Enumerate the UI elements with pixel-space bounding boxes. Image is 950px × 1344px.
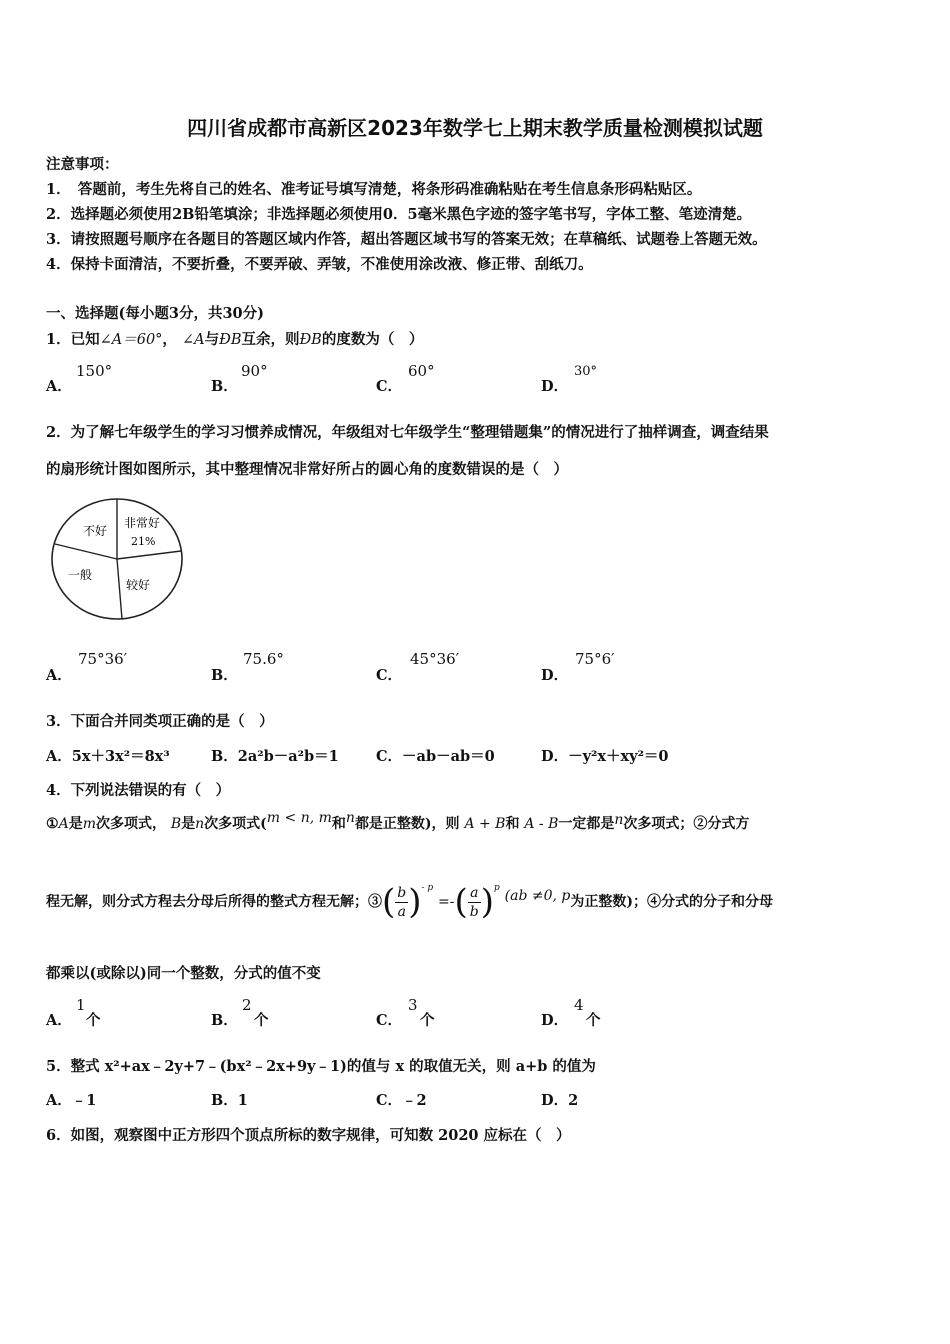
q4-option-a-unit: 个	[86, 1012, 101, 1029]
q4-var-n3: n	[614, 812, 624, 828]
q2-option-c-label: C．	[376, 667, 403, 684]
q4-paren-right-2: )	[480, 882, 495, 922]
q2-option-d-value: 75°6′	[575, 650, 615, 668]
q4-option-c-value: 3	[408, 996, 418, 1014]
q1-pre: 1．已知	[46, 331, 100, 348]
notice-item-4: 4．保持卡面清洁，不要折叠，不要弄破、弄皱，不准使用涂改液、修正带、刮纸刀。	[46, 256, 593, 273]
notice-item-2: 2．选择题必须使用2B铅笔填涂；非选择题必须使用0．5毫米黑色字迹的签字笔书写，字体工整、笔迹清楚。	[46, 206, 752, 223]
pie-chart	[50, 495, 190, 627]
q1-option-c-value: 60°	[408, 362, 435, 380]
q4-text-dou: 都是正整数)，则	[354, 816, 460, 832]
q4-frac2-den: b	[469, 903, 479, 920]
q3-option-d	[541, 745, 669, 766]
q4-text-shi: 是	[68, 816, 83, 832]
pie-label-pct: 21%	[131, 535, 156, 548]
question-1-stem	[46, 328, 423, 349]
q4-text-he: 和	[331, 816, 346, 832]
q1-angle-b2: ÐB	[299, 332, 322, 348]
q1-option-a-label: A．	[46, 378, 72, 395]
q5-option-c-value: ﹣2	[402, 1092, 427, 1109]
q4-line2-text: 程无解，则分式方程去分母后所得的整式方程无解；③	[46, 894, 382, 910]
q3-option-a	[46, 745, 170, 766]
q4-text-ci2: 次多项式(	[204, 816, 267, 832]
q1-option-b-label: B．	[211, 378, 238, 395]
q4-sum: A + B	[464, 816, 506, 832]
notice-item-3: 3．请按照题号顺序在各题目的答题区域内作答，超出答题区域书写的答案无效；在草稿纸、试题卷上答题无效。	[46, 231, 767, 248]
pie-label-feichanghao: 非常好	[124, 516, 161, 530]
q4-paren-left-1: (	[382, 882, 396, 922]
q3-option-c	[376, 745, 495, 766]
q4-cond-mn: m < n, m	[266, 810, 332, 826]
pie-label-yiban: 一般	[68, 568, 93, 582]
q5-option-d-value: 2	[568, 1092, 579, 1109]
pie-label-buhao: 不好	[83, 524, 108, 538]
q4-var-b: B	[170, 816, 182, 832]
q1-mid3: 互余，则	[241, 331, 300, 348]
q5-option-c	[376, 1089, 427, 1110]
q5-option-d-label: D．	[541, 1092, 569, 1109]
q3-option-b-label: B．	[211, 748, 238, 765]
q5-option-b	[211, 1089, 248, 1110]
q4-text-ci: 次多项式，	[95, 816, 166, 832]
q4-line2-end: 为正整数)；④分式的分子和分母	[570, 894, 774, 910]
q4-frac2-num: a	[468, 884, 481, 903]
q1-mid: ，	[162, 331, 177, 348]
q3-option-c-label: C．	[376, 748, 403, 765]
q1-post: 的度数为（ ）	[321, 331, 424, 348]
q2-option-a-label: A．	[46, 667, 72, 684]
q2-option-b-label: B．	[211, 667, 238, 684]
pie-divider-right	[117, 551, 181, 559]
q4-option-b-unit: 个	[254, 1012, 269, 1029]
q4-text-shi2: 是	[181, 816, 196, 832]
q3-option-d-value: －y²x＋xy²＝0	[568, 748, 669, 765]
question-3-stem: 3．下面合并同类项正确的是（ ）	[46, 713, 274, 730]
question-5-stem: 5．整式 x²+ax﹣2y+7﹣(bx²﹣2x+9y﹣1)的值与 x 的取值无关，则 a+b 的值为	[46, 1058, 596, 1075]
q4-text-he2: 和	[505, 816, 520, 832]
q2-option-a-value: 75°36′	[78, 650, 128, 668]
q4-var-n2: n	[345, 810, 355, 826]
q5-option-b-value: 1	[237, 1092, 248, 1109]
q5-option-a-value: ﹣1	[71, 1092, 97, 1109]
question-4-line-2	[46, 876, 773, 928]
q4-option-c-label: C．	[376, 1012, 403, 1029]
q4-option-c-unit: 个	[420, 1012, 435, 1029]
q4-frac1-den: a	[397, 903, 406, 920]
question-4-line-1	[46, 810, 750, 833]
q3-option-a-value: 5x＋3x²＝8x³	[71, 748, 170, 765]
q4-exp-neg: - p	[421, 883, 434, 893]
q3-option-a-label: A．	[46, 748, 72, 765]
q5-option-a-label: A．	[46, 1092, 72, 1109]
q5-option-d	[541, 1089, 578, 1110]
q1-option-a-value: 150°	[76, 362, 113, 380]
q4-circled-1: ①	[46, 816, 59, 832]
q4-option-a-value: 1	[76, 996, 86, 1014]
q4-option-d-unit: 个	[586, 1012, 601, 1029]
notice-heading: 注意事项：	[46, 156, 119, 173]
q4-option-b-value: 2	[242, 996, 252, 1014]
question-2-line-1: 2．为了解七年级学生的学习习惯养成情况，年级组对七年级学生“整理错题集”的情况进行了抽样调查，调查结果	[46, 424, 769, 441]
q4-exp-pos: p	[494, 883, 500, 893]
q1-option-b-value: 90°	[241, 362, 268, 380]
q1-option-d-value: 30°	[574, 364, 598, 379]
q4-paren-left-2: (	[454, 882, 468, 922]
question-4-line-3: 都乘以(或除以)同一个整数，分式的值不变	[46, 965, 321, 982]
q4-var-m: m	[82, 816, 96, 832]
q3-option-b-value: 2a²b－a²b＝1	[237, 748, 339, 765]
q4-option-d-value: 4	[574, 996, 584, 1014]
q1-angle-b: ÐB	[219, 332, 242, 348]
q1-mid2: 与	[204, 331, 220, 348]
q2-option-b-value: 75.6°	[243, 650, 284, 668]
q4-frac-b-over-a	[395, 884, 408, 921]
pie-divider-bottom	[117, 559, 122, 619]
pie-divider-left	[55, 544, 117, 559]
q4-text-yiding: 一定都是	[558, 816, 615, 832]
q4-diff: A - B	[524, 816, 559, 832]
q5-option-c-label: C．	[376, 1092, 403, 1109]
page-title: 四川省成都市高新区2023年数学七上期末教学质量检测模拟试题	[187, 116, 763, 140]
q1-angle-a: ∠A＝60°	[99, 332, 163, 348]
question-6-stem: 6．如图，观察图中正方形四个顶点所标的数字规律，可知数 2020 应标在（ ）	[46, 1127, 571, 1144]
q5-option-b-label: B．	[211, 1092, 238, 1109]
notice-item-1: 1． 答题前，考生先将自己的姓名、准考证号填写清楚，将条形码准确粘贴在考生信息条形码粘贴区。	[46, 181, 702, 198]
q4-frac-a-over-b	[468, 884, 481, 921]
q3-option-d-label: D．	[541, 748, 569, 765]
question-4-stem: 4．下列说法错误的有（ ）	[46, 782, 231, 799]
pie-label-jiaohao: 较好	[126, 578, 151, 592]
q1-option-d-label: D．	[541, 378, 569, 395]
q2-option-d-label: D．	[541, 667, 569, 684]
q3-option-c-value: －ab－ab＝0	[402, 748, 495, 765]
q4-option-a-label: A．	[46, 1012, 72, 1029]
q4-var-n: n	[195, 816, 205, 832]
q2-option-c-value: 45°36′	[410, 650, 460, 668]
question-2-line-2: 的扇形统计图如图所示，其中整理情况非常好所占的圆心角的度数错误的是（ ）	[46, 461, 568, 478]
q4-var-a: A	[58, 816, 69, 832]
q4-option-d-label: D．	[541, 1012, 569, 1029]
q1-angle-a2: ∠A	[181, 332, 205, 348]
q1-option-c-label: C．	[376, 378, 403, 395]
q4-frac1-num: b	[397, 884, 407, 901]
q4-equals-minus: =-	[438, 894, 455, 910]
q5-option-a	[46, 1089, 96, 1110]
q4-text-end: 次多项式；②分式方	[623, 816, 750, 832]
q4-condition: (ab ≠0, p	[504, 888, 571, 904]
q4-option-b-label: B．	[211, 1012, 238, 1029]
section-heading: 一、选择题(每小题3分，共30分)	[46, 305, 264, 322]
q4-paren-right-1: )	[408, 882, 422, 922]
q3-option-b	[211, 745, 339, 766]
